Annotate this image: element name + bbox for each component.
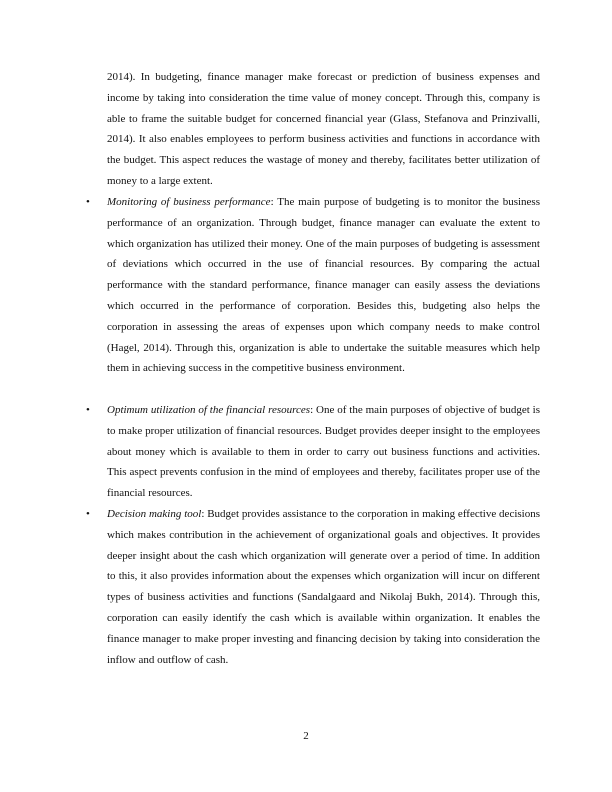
page-number: 2 [303, 730, 309, 742]
bullet-text [107, 192, 540, 379]
lead-paragraph: 2014). In budgeting, finance manager make forecast or prediction of business expenses and income by taking into consideration the time value of money concept. Through this, company is able to frame the suitable budget for concerned financial year (Glass, Stefanova and Prinzivalli, 2014). It also enables employees to perform business activities and functions in accordance with the budget. This aspect reduces the wastage of money and thereby, facilitates better utilization of money to a large extent. [107, 71, 540, 187]
bullet-body: : The main purpose of budgeting is to monitor the business performance of an organization. Through budget, finance manager can evaluate the extent to which organization has utilized their money. One of the main purposes of budgeting is assessment of deviations which occurred in the use of financial resources. By comparing the actual performance with the standard performance, finance manager can easily assess the deviations which occurred in the performance of corporation. Besides this, budgeting also helps the corporation in assessing the areas of expenses upon which company needs to make control (Hagel, 2014). Through this, organization is able to undertake the suitable measures which help them in achieving success in the competitive business environment. [107, 196, 540, 375]
bullet-icon: • [86, 404, 90, 416]
bullet-text [107, 400, 540, 504]
bullet-icon: • [86, 508, 90, 520]
bullet-icon: • [86, 196, 90, 208]
bullet-title: Optimum utilization of the financial resources [107, 404, 311, 416]
bullet-title: Monitoring of business performance [107, 196, 271, 208]
bullet-title: Decision making tool [107, 508, 202, 520]
bullet-body: : One of the main purposes of objective of budget is to make proper utilization of financial resources. Budget provides deeper insight to the employees about money which is available to them in order to carry out business functions and activities. This aspect prevents confusion in the mind of employees and thereby, facilitates proper use of the financial resources. [107, 404, 540, 500]
bullet-text [107, 504, 540, 670]
bullet-body: : Budget provides assistance to the corporation in making effective decisions which makes contribution in the achievement of organizational goals and objectives. It provides deeper insight about the cash which organization will generate over a period of time. In addition to this, it also provides information about the expenses which organization will incur on different types of business activities and functions (Sandalgaard and Nikolaj Bukh, 2014). Through this, corporation can easily identify the cash which is available within organization. It enables the finance manager to make proper investing and financing decision by taking into consideration the inflow and outflow of cash. [107, 508, 540, 666]
